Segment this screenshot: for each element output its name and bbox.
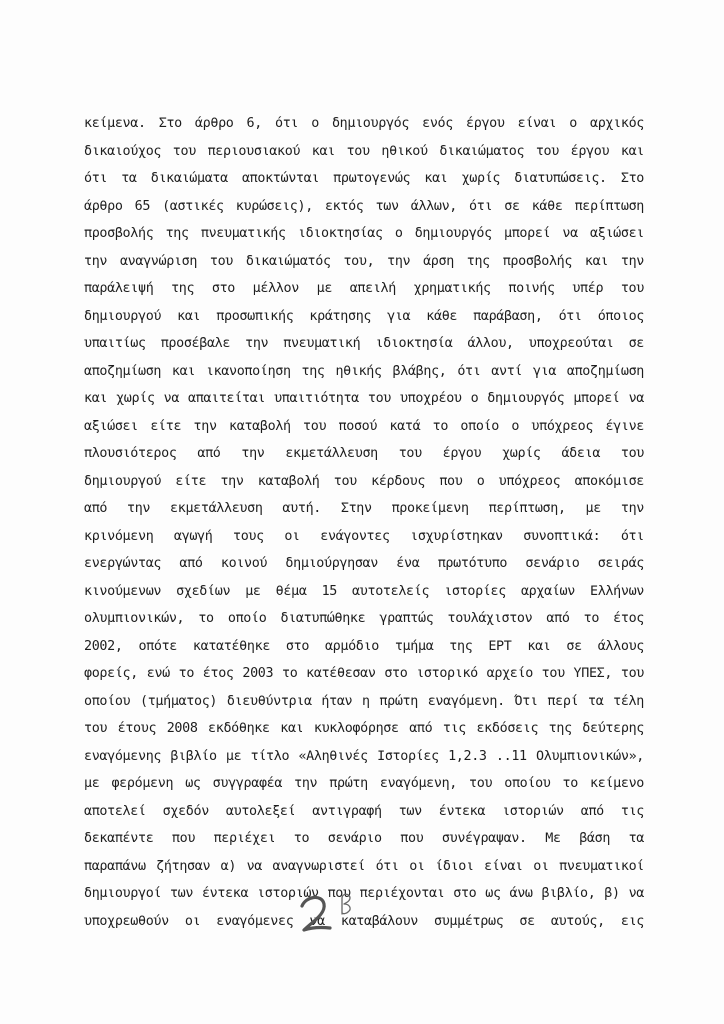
text-line: υπαιτίως προσέβαλε την πνευματική ιδιοκτησία άλλου, υποχρεούται σε — [84, 336, 644, 351]
text-line: κρινόμενη αγωγή τους οι ενάγοντες ισχυρίστηκαν συνοπτικά: ότι — [84, 528, 644, 544]
text-line: κείμενα. Στο άρθρο 6, ότι ο δημιουργός ενός έργου είναι ο αρχικός — [84, 116, 644, 131]
text-line: ολυμπιονικών, το οποίο διατυπώθηκε γραπτώς τουλάχιστον από το έτος — [84, 611, 644, 626]
text-line: άρθρο 65 (αστικές κυρώσεις), εκτός των άλλων, ότι σε κάθε περίπτωση — [84, 198, 644, 214]
handwritten-page-number — [298, 892, 358, 936]
text-line: κινούμενων σχεδίων με θέμα 15 αυτοτελείς ιστορίες αρχαίων Ελλήνων — [84, 583, 644, 599]
text-line: φορείς, ενώ το έτος 2003 το κατέθεσαν στο ιστορικό αρχείο του ΥΠΕΣ, του — [84, 666, 644, 681]
text-line: δικαιούχος του περιουσιακού και του ηθικού δικαιώματος του έργου και — [84, 143, 644, 159]
text-line: δημιουργού και προσωπικής κράτησης για κάθε παράβαση, ότι όποιος — [84, 308, 644, 324]
text-line: παράλειψή της στο μέλλον με απειλή χρηματικής ποινής υπέρ του — [84, 281, 644, 296]
text-line: αποτελεί σχεδόν αυτολεξεί αντιγραφή των έντεκα ιστοριών από τις — [84, 803, 644, 819]
body-text — [84, 110, 644, 935]
text-line: οποίου (τμήματος) διευθύντρια ήταν η πρώτη εναγόμενη. Ότι περί τα τέλη — [84, 693, 644, 709]
text-line: 2002, οπότε κατατέθηκε στο αρμόδιο τμήμα της ΕΡΤ και σε άλλους — [84, 638, 644, 654]
text-line: προσβολής της πνευματικής ιδιοκτησίας ο δημιουργός μπορεί να αξιώσει — [84, 226, 644, 241]
text-line: την αναγνώριση του δικαιώματός του, την άρση της προσβολής και την — [84, 253, 644, 269]
text-line: αποζημίωση και ικανοποίηση της ηθικής βλάβης, ότι αντί για αποζημίωση — [84, 363, 644, 379]
text-line: δημιουργοί των έντεκα ιστοριών που περιέχονται στο ως άνω βιβλίο, β) να — [84, 886, 644, 901]
text-line: δεκαπέντε που περιέχει το σενάριο που συνέγραψαν. Με βάση τα — [84, 831, 644, 846]
text-line: αξιώσει είτε την καταβολή του ποσού κατά το οποίο ο υπόχρεος έγινε — [84, 418, 644, 434]
text-line: υποχρεωθούν οι εναγόμενες να καταβάλουν συμμέτρως σε αυτούς, εις — [84, 913, 644, 929]
text-line: από την εκμετάλλευση αυτή. Στην προκείμενη περίπτωση, με την — [84, 501, 644, 516]
text-line: και χωρίς να απαιτείται υπαιτιότητα του υποχρέου ο δημιουργός μπορεί να — [84, 391, 644, 406]
text-line: εναγόμενης βιβλίο με τίτλο «Αληθινές Ιστορίες 1,2.3 ..11 Ολυμπιονικών», — [84, 748, 644, 764]
text-line: ότι τα δικαιώματα αποκτώνται πρωτογενώς και χωρίς διατυπώσεις. Στο — [84, 171, 644, 186]
text-line: δημιουργού είτε την καταβολή του κέρδους που ο υπόχρεος αποκόμισε — [84, 473, 644, 489]
text-line: πλουσιότερος από την εκμετάλλευση του έργου χωρίς άδεια του — [84, 446, 644, 461]
text-line: με φερόμενη ως συγγραφέα την πρώτη εναγόμενη, του οποίου το κείμενο — [84, 776, 644, 791]
text-line: παραπάνω ζήτησαν α) να αναγνωριστεί ότι οι ίδιοι είναι οι πνευματικοί — [84, 858, 644, 874]
text-line: ενεργώντας από κοινού δημιούργησαν ένα πρωτότυπο σενάριο σειράς — [84, 556, 644, 571]
text-line: του έτους 2008 εκδόθηκε και κυκλοφόρησε από τις εκδόσεις της δεύτερης — [84, 721, 644, 736]
